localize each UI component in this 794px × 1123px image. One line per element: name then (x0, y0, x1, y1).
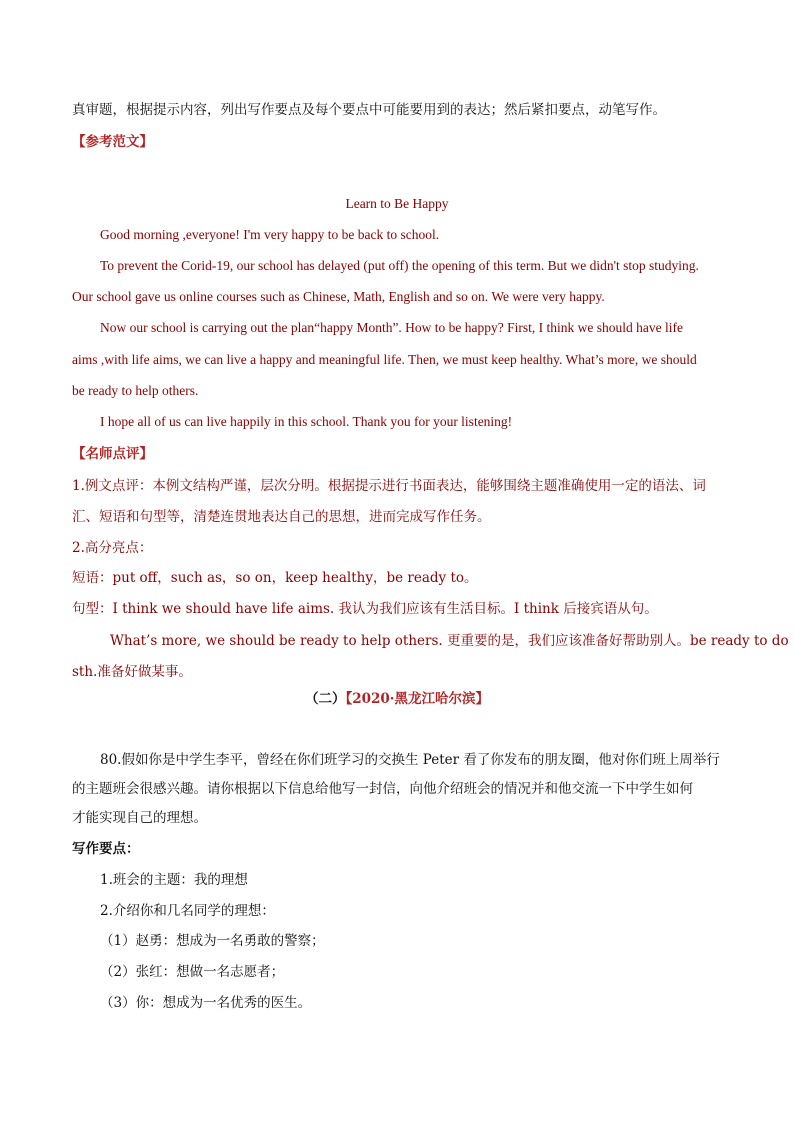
essay-paragraph-3: Now our school is carrying out the plan“happy Month”. How to be happy? First, I think we should have life (100, 320, 684, 335)
essay-title: Learn to Be Happy (345, 196, 449, 211)
section-source: 【2020·黑龙江哈尔滨】 (345, 691, 490, 707)
essay-paragraph-4: I hope all of us can live happily in this school. Thank you for your listening! (100, 414, 513, 429)
essay-paragraph-3-end: be ready to help others. (72, 383, 199, 398)
comment-line-1: 1.例文点评：本例文结构严谨，层次分明。根据提示进行书面表达，能够围绕主题准确使用一定的语法、词 (72, 478, 706, 494)
intro-line: 真审题，根据提示内容，列出写作要点及每个要点中可能要用到的表达；然后紧扣要点，动笔写作。 (72, 102, 666, 118)
writing-points-header: 写作要点： (72, 841, 140, 857)
highlights-label: 2.高分亮点： (72, 540, 153, 556)
task-line-2: 的主题班会很感兴趣。请你根据以下信息给他写一封信，向他介绍班会的情况并和他交流一下中学生如何 (72, 781, 693, 797)
point-1: 1.班会的主题：我的理想 (100, 872, 248, 888)
point-2: 2.介绍你和几名同学的理想： (100, 903, 275, 919)
essay-paragraph-3-cont: aims ,with life aims, we can live a happy and meaningful life. Then, we must keep healthy. What’s more, we should (72, 352, 697, 367)
essay-paragraph-2-cont: Our school gave us online courses such as Chinese, Math, English and so on. We were very happy. (72, 289, 605, 304)
sentence-pattern-line-3: sth.准备好做某事。 (72, 664, 192, 680)
sentence-pattern-line: 句型：I think we should have life aims. 我认为我们应该有生活目标。I think 后接宾语从句。 (72, 601, 658, 617)
point-2-3: （3）你：想成为一名优秀的医生。 (100, 995, 312, 1011)
essay-paragraph-2: To prevent the Corid-19, our school has delayed (put off) the opening of this term. But we didn't stop studying. (100, 258, 699, 273)
point-2-2: （2）张红：想做一名志愿者； (100, 964, 285, 980)
point-2-1: （1）赵勇：想成为一名勇敢的警察； (100, 933, 325, 949)
section-heading (0, 689, 794, 709)
comment-line-2: 汇、短语和句型等，清楚连贯地表达自己的思想，进而完成写作任务。 (72, 509, 491, 525)
teacher-comment-header: 【名师点评】 (72, 446, 153, 462)
reference-essay-header: 【参考范文】 (72, 134, 153, 150)
phrases-line: 短语：put off，such as，so on，keep healthy，be ready to。 (72, 570, 478, 586)
task-line-1: 80.假如你是中学生李平，曾经在你们班学习的交换生 Peter 看了你发布的朋友圈，他对你们班上周举行 (100, 752, 720, 768)
task-line-3: 才能实现自己的理想。 (72, 810, 207, 826)
sentence-pattern-line-2: What’s more, we should be ready to help others. 更重要的是，我们应该准备好帮助别人。be ready to do (110, 633, 789, 649)
section-number: （二） (304, 691, 346, 707)
essay-paragraph-1: Good morning ,everyone! I'm very happy to be back to school. (100, 227, 440, 242)
